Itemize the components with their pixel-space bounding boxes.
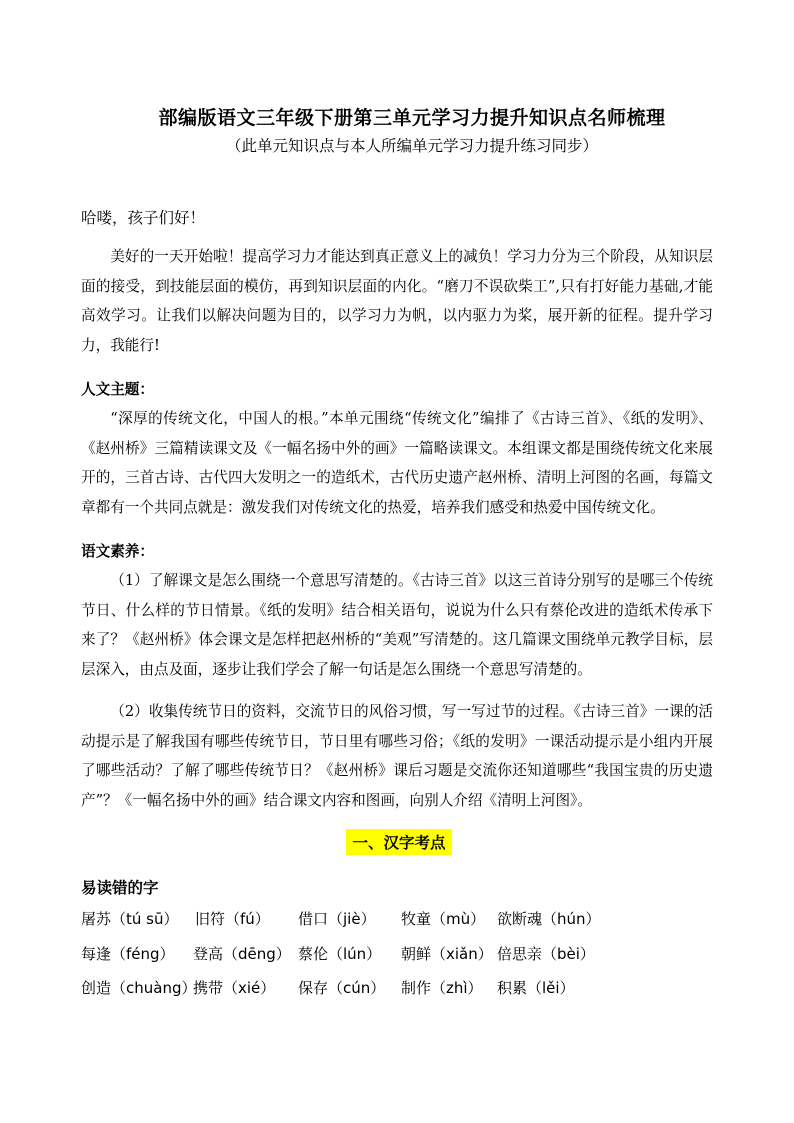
char-item: 制作（zhì） xyxy=(401,979,483,997)
section-highlight: 一、汉字考点 xyxy=(346,829,451,855)
document-subtitle: （此单元知识点与本人所编单元学习力提升练习同步） xyxy=(225,137,598,155)
char-item: 倍思亲（bèi） xyxy=(497,945,595,963)
char-item: 创造（chuàng） xyxy=(81,979,197,997)
char-item: 旧符（fú） xyxy=(195,910,270,928)
literacy-paragraph-1: （1）了解课文是怎么围绕一个意思写清楚的。《古诗三首》以这三首诗分别写的是哪三个传统节日、什么样的节日情景。《纸的发明》结合相关语句，说说为什么只有蔡伦改进的造纸术传承下来了？《赵州桥》体会课文是怎样把赵州桥的“美观”写清楚的。这几篇课文围绕单元教学目标，层层深入，由点及面，逐步让我们学会了解一句话是怎么围绕一个意思写清楚的。 xyxy=(81,572,713,678)
literacy-heading: 语文素养： xyxy=(81,543,154,560)
char-item: 登高（dēng） xyxy=(193,945,291,963)
section-highlight-row xyxy=(0,829,794,855)
theme-paragraph: “深厚的传统文化，中国人的根。”本单元围绕“传统文化”编排了《古诗三首》、《纸的发明》、《赵州桥》三篇精读课文及《一幅名扬中外的画》一篇略读课文。本组课文都是围绕传统文化来展开的，三首古诗、古代四大发明之一的造纸术，古代历史遗产赵州桥、清明上河图的名画，每篇文章都有一个共同点就是：激发我们对传统文化的热爱，培养我们感受和热爱中国传统文化。 xyxy=(81,410,713,516)
char-item: 欲断魂（hún） xyxy=(497,910,601,928)
char-item: 每逢（féng） xyxy=(81,945,175,963)
theme-heading: 人文主题： xyxy=(81,381,154,398)
document-title: 部编版语文三年级下册第三单元学习力提升知识点名师梳理 xyxy=(158,107,666,129)
char-item: 蔡伦（lún） xyxy=(298,945,382,963)
literacy-paragraph-2: （2）收集传统节日的资料，交流节日的风俗习惯，写一写过节的过程。《古诗三首》一课的活动提示是了解我国有哪些传统节日，节日里有哪些习俗；《纸的发明》一课活动提示是小组内开展了哪些活动？了解了哪些传统节日？《赵州桥》课后习题是交流你还知道哪些“我国宝贵的历史遗产”？《一幅名扬中外的画》结合课文内容和图画，向别人介绍《清明上河图》。 xyxy=(81,703,713,809)
char-item: 保存（cún） xyxy=(298,979,386,997)
char-item: 积累（lěi） xyxy=(497,979,575,997)
char-item: 携带（xié） xyxy=(193,979,276,997)
section-title: 易读错的字 xyxy=(81,879,159,897)
char-item: 牧童（mù） xyxy=(401,910,486,928)
intro-paragraph: 美好的一天开始啦！提高学习力才能达到真正意义上的减负！学习力分为三个阶段，从知识层面的接受，到技能层面的模仿，再到知识层面的内化。“磨刀不误砍柴工”,只有打好能力基础,才能高效学习。让我们以解决问题为目的，以学习力为帆，以内驱力为桨，展开新的征程。提升学习力，我能行! xyxy=(81,248,713,354)
char-item: 朝鲜（xiǎn） xyxy=(401,945,493,963)
char-item: 屠苏（tú sū） xyxy=(81,910,179,928)
greeting: 哈喽，孩子们好！ xyxy=(81,209,206,227)
char-item: 借口（jiè） xyxy=(298,910,376,928)
